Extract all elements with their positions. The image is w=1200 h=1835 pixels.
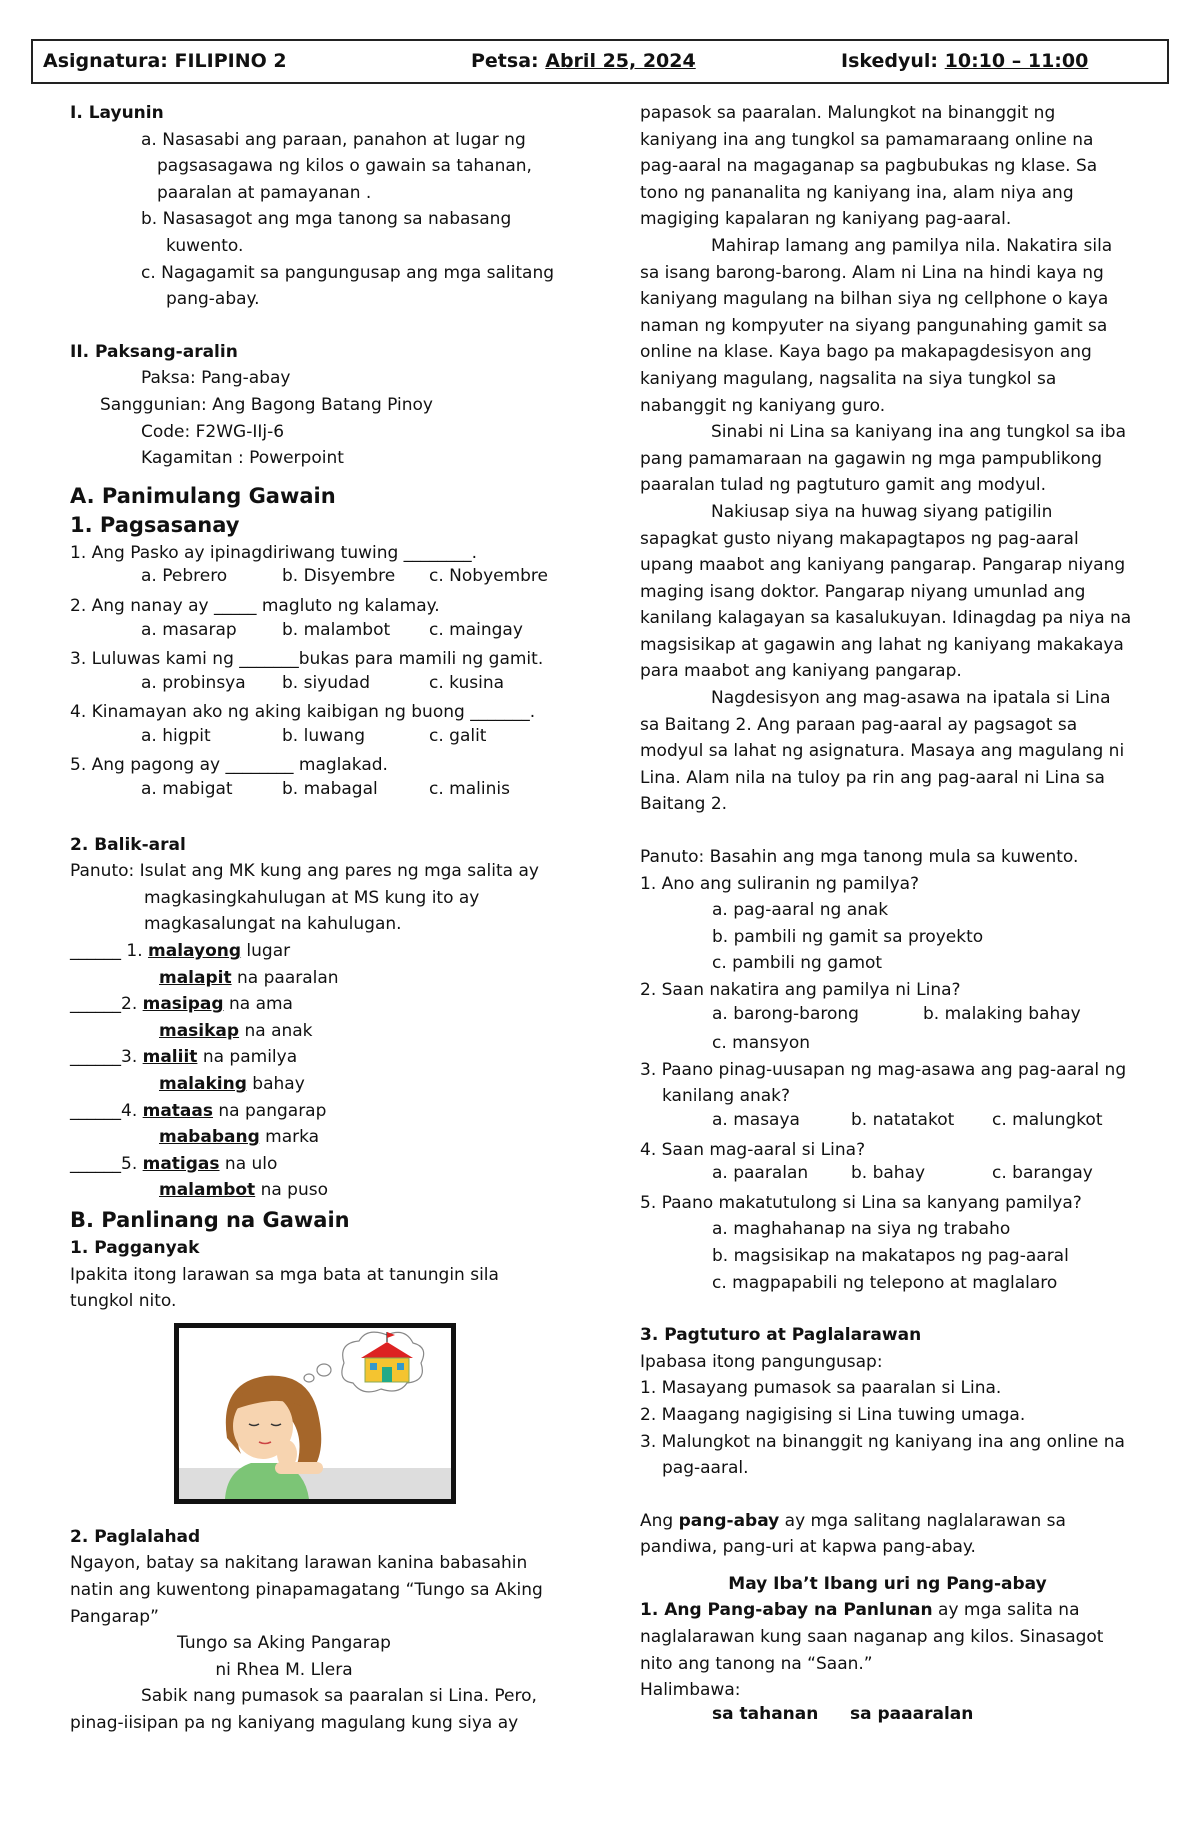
story-line: magsisikap at gagawin ang lahat ng kaniyang makakaya	[640, 634, 1124, 655]
panimulang-title: A. Panimulang Gawain	[70, 483, 336, 508]
option: b. magsisikap na makatapos ng pag-aaral	[712, 1245, 1069, 1266]
option: b. bahay	[851, 1163, 926, 1184]
pagsasanay-title: 1. Pagsasanay	[70, 512, 240, 537]
panlunan-definition: naglalarawan kung saan naganap ang kilos. Sinasagot	[640, 1627, 1104, 1648]
pair-word: malambot	[159, 1180, 256, 1201]
panlunan-text: ay mga salita na	[932, 1600, 1080, 1621]
schedule-field	[841, 50, 1088, 72]
options-row	[640, 1163, 1145, 1190]
paksang-aralin-title: II. Paksang-aralin	[70, 341, 238, 362]
left-column	[70, 100, 570, 1737]
layunin-item: c. Nagagamit sa pangungusap ang mga salitang	[141, 262, 555, 283]
story-line: sa Baitang 2. Ang paraan pag-aaral ay pagsagot sa	[640, 714, 1078, 735]
girl-illustration	[179, 1328, 451, 1499]
story-continuation	[640, 100, 1145, 818]
story-line: paaralan tulad ng pagtuturo gamit ang modyul.	[640, 475, 1047, 496]
option: c. barangay	[992, 1163, 1093, 1184]
balik-aral-title: 2. Balik-aral	[70, 834, 186, 855]
option: c. kusina	[429, 672, 505, 693]
pair-rest: na ama	[223, 994, 293, 1015]
options-row	[640, 1110, 1145, 1137]
kagamitan-text: Kagamitan : Powerpoint	[141, 448, 344, 469]
def-text: Ang	[640, 1510, 679, 1531]
pagsasanay-question: 4. Kinamayan ako ng aking kaibigan ng buong _______.	[70, 702, 536, 723]
pair-rest: bahay	[246, 1074, 305, 1094]
option: a. barong-barong	[712, 1003, 859, 1024]
panlunan-definition	[640, 1597, 1145, 1624]
story-line: Nagdesisyon ang mag-asawa na ipatala si Lina	[711, 688, 1111, 709]
option: b. mabagal	[282, 779, 378, 800]
pair-word: malaking	[159, 1074, 247, 1094]
layunin-item: a. Nasasabi ang paraan, panahon at lugar ng	[141, 129, 526, 150]
story-line: kaniyang magulang na bilhan siya ng cellphone o kaya	[640, 289, 1109, 310]
pang-abay-definition	[640, 1508, 1145, 1535]
options-row	[70, 779, 570, 806]
option: a. probinsya	[141, 672, 246, 693]
option: c. galit	[429, 725, 487, 746]
pair-word: malapit	[159, 967, 232, 988]
story-title: Tungo sa Aking Pangarap	[177, 1633, 391, 1654]
question-4: 4. Saan mag-aaral si Lina?	[640, 1139, 866, 1160]
pagtuturo-item: pag-aaral.	[662, 1458, 749, 1479]
paglalahad-text: natin ang kuwentong pinapamagatang “Tungo sa Aking	[70, 1579, 543, 1600]
balik-panuto: magkasingkahulugan at MS kung ito ay	[144, 887, 480, 908]
layunin-item: pang-abay.	[166, 289, 260, 310]
example: sa paaaralan	[850, 1703, 974, 1724]
option: c. pambili ng gamot	[712, 953, 883, 974]
story-line: sapagkat gusto niyang makapagtapos ng pag-aaral	[640, 528, 1079, 549]
pair-rest: lugar	[241, 941, 291, 962]
story-line: Mahirap lamang ang pamilya nila. Nakatira sila	[711, 235, 1113, 256]
girl-dreaming-picture	[174, 1323, 456, 1504]
pair-rest: na anak	[239, 1020, 313, 1041]
pair-word: malayong	[148, 941, 242, 962]
paglalahad-text: Pangarap”	[70, 1606, 159, 1627]
pagsasanay-question: 5. Ang pagong ay ________ maglakad.	[70, 755, 388, 776]
option: b. pambili ng gamit sa proyekto	[712, 926, 984, 947]
subject-label: Asignatura: FILIPINO 2	[43, 50, 287, 72]
layunin-item: pagsasagawa ng kilos o gawain sa tahanan,	[157, 156, 532, 177]
story-line: tono ng pananalita ng kaniyang ina, alam niya ang	[640, 182, 1074, 203]
option: c. mansyon	[712, 1033, 810, 1054]
pagsasanay-question: 1. Ang Pasko ay ipinagdiriwang tuwing ________.	[70, 542, 478, 563]
panlinang-title: B. Panlinang na Gawain	[70, 1207, 350, 1232]
date-value: Abril 25, 2024	[545, 50, 696, 72]
question-1: 1. Ano ang suliranin ng pamilya?	[640, 873, 920, 894]
story-line: Lina. Alam nila na tuloy pa rin ang pag-aaral ni Lina sa	[640, 767, 1105, 788]
date-field	[471, 50, 696, 72]
pair-line	[70, 1124, 570, 1151]
answer-blank: ______ 1.	[70, 941, 149, 962]
option: c. maingay	[429, 619, 523, 640]
story-line: Baitang 2.	[640, 794, 728, 815]
halimbawa-label: Halimbawa:	[640, 1680, 741, 1701]
option: a. masarap	[141, 619, 237, 640]
options-row	[70, 620, 570, 647]
pair-line	[70, 991, 570, 1018]
pair-rest: na pangarap	[213, 1100, 327, 1121]
story-line: nabanggit ng kaniyang guro.	[640, 395, 886, 416]
panlunan-term: 1. Ang Pang-abay na Panlunan	[640, 1600, 933, 1621]
balik-pairs	[70, 938, 570, 1204]
pair-word: mababang	[159, 1127, 260, 1148]
layunin-item: paaralan at pamayanan .	[157, 182, 372, 203]
pagganyak-title: 1. Pagganyak	[70, 1237, 200, 1258]
pair-word: matigas	[142, 1153, 220, 1174]
header-box	[31, 39, 1169, 84]
question-2: 2. Saan nakatira ang pamilya ni Lina?	[640, 980, 961, 1000]
pair-word: mataas	[142, 1100, 213, 1121]
answer-blank: ______2.	[70, 994, 143, 1015]
pagtuturo-item: 2. Maagang nagigising si Lina tuwing umaga.	[640, 1404, 1026, 1425]
pagtuturo-title: 3. Pagtuturo at Paglalarawan	[640, 1325, 922, 1346]
tanong-panuto: Panuto: Basahin ang mga tanong mula sa kuwento.	[640, 847, 1079, 868]
schedule-value: 10:10 – 11:00	[944, 50, 1089, 72]
option: a. higpit	[141, 725, 211, 746]
option: c. malinis	[429, 779, 510, 800]
story-line: pang pamamaraan na gagawin ng mga pampublikong	[640, 448, 1103, 469]
options-row	[70, 673, 570, 700]
pagsasanay-questions	[70, 540, 570, 806]
layunin-title: I. Layunin	[70, 103, 164, 123]
pair-line	[70, 1044, 570, 1071]
option: a. paaralan	[712, 1163, 809, 1184]
story-line: kaniyang ina ang tungkol sa pamamaraang online na	[640, 129, 1094, 150]
story-line: maging isang doktor. Pangarap niyang umunlad ang	[640, 581, 1086, 602]
option: c. magpapabili ng telepono at maglalaro	[712, 1272, 1058, 1293]
option: a. mabigat	[141, 779, 233, 800]
paglalahad-title: 2. Paglalahad	[70, 1526, 201, 1547]
option: a. maghahanap na siya ng trabaho	[712, 1219, 1011, 1240]
story-line: sa isang barong-barong. Alam ni Lina na hindi kaya ng	[640, 262, 1104, 283]
pair-rest: na pamilya	[197, 1047, 298, 1068]
question-3: 3. Paano pinag-uusapan ng mag-asawa ang pag-aaral ng	[640, 1059, 1127, 1080]
story-line: online na klase. Kaya bago pa makapagdesisyon ang	[640, 342, 1092, 363]
option: b. luwang	[282, 725, 365, 746]
story-line: kaniyang magulang, nagsalita na siya tungkol sa	[640, 368, 1057, 389]
options-row	[640, 1004, 1145, 1031]
story-line: upang maabot ang kaniyang pangarap. Pangarap niyang	[640, 555, 1126, 576]
schedule-label: Iskedyul:	[841, 50, 945, 72]
pair-rest: na ulo	[219, 1153, 278, 1174]
layunin-item: b. Nasasagot ang mga tanong sa nabasang	[141, 209, 512, 230]
story-line: Sinabi ni Lina sa kaniyang ina ang tungkol sa iba	[711, 422, 1126, 443]
pagsasanay-question: 3. Luluwas kami ng _______bukas para mamili ng gamit.	[70, 649, 544, 670]
pair-line	[70, 938, 570, 965]
layunin-item: kuwento.	[166, 235, 244, 256]
balik-panuto: magkasalungat na kahulugan.	[144, 914, 402, 935]
balik-panuto: Panuto: Isulat ang MK kung ang pares ng mga salita ay	[70, 861, 539, 882]
pair-word: masipag	[142, 994, 224, 1015]
date-label: Petsa:	[471, 50, 546, 72]
story-line: papasok sa paaralan. Malungkot na binanggit ng	[640, 103, 1056, 123]
story-line: modyul sa lahat ng asignatura. Masaya ang magulang ni	[640, 741, 1125, 762]
paksa-text: Paksa: Pang-abay	[141, 368, 291, 389]
story-line: naman ng kompyuter na siyang pangunahing gamit sa	[640, 315, 1108, 336]
right-column	[640, 100, 1145, 1730]
question-5: 5. Paano makatutulong si Lina sa kanyang pamilya?	[640, 1192, 1082, 1213]
pair-line	[70, 1177, 570, 1204]
pair-line	[70, 965, 570, 992]
option: b. Disyembre	[282, 566, 396, 587]
story-author: ni Rhea M. Llera	[215, 1659, 353, 1680]
options-row	[70, 566, 570, 593]
example: sa tahanan	[712, 1703, 819, 1724]
examples-row	[640, 1704, 1145, 1731]
pang-abay-definition: pandiwa, pang-uri at kapwa pang-abay.	[640, 1537, 976, 1558]
story-paragraph: Sabik nang pumasok sa paaralan si Lina. Pero,	[141, 1686, 537, 1707]
story-line: para maabot ang kaniyang pangarap.	[640, 661, 962, 682]
pair-rest: na puso	[255, 1180, 329, 1201]
pair-rest: marka	[259, 1127, 320, 1148]
story-paragraph: pinag-iisipan pa ng kaniyang magulang kung siya ay	[70, 1712, 519, 1733]
option: a. masaya	[712, 1109, 800, 1130]
panlunan-definition: nito ang tanong na “Saan.”	[640, 1653, 873, 1674]
pagsasanay-question: 2. Ang nanay ay _____ magluto ng kalamay.	[70, 595, 440, 616]
answer-blank: ______4.	[70, 1100, 143, 1121]
pair-line	[70, 1098, 570, 1125]
pagtuturo-intro: Ipabasa itong pangungusap:	[640, 1351, 883, 1372]
answer-blank: ______3.	[70, 1047, 143, 1068]
option: b. malaking bahay	[923, 1003, 1081, 1024]
pair-line	[70, 1071, 570, 1098]
option: b. siyudad	[282, 672, 371, 693]
pair-rest: na paaralan	[231, 967, 339, 988]
pagganyak-text: tungkol nito.	[70, 1291, 177, 1312]
option: c. Nobyembre	[429, 566, 549, 587]
pair-word: maliit	[142, 1047, 198, 1068]
answer-blank: ______5.	[70, 1153, 143, 1174]
story-line: pag-aaral na magaganap sa pagbubukas ng klase. Sa	[640, 156, 1098, 177]
uri-title: May Iba’t Ibang uri ng Pang-abay	[728, 1573, 1047, 1594]
story-line: kanilang kalagayan sa kasalukuyan. Idinagdag pa niya na	[640, 608, 1132, 629]
option: b. natatakot	[851, 1109, 955, 1130]
pagtuturo-item: 3. Malungkot na binanggit ng kaniyang ina ang online na	[640, 1431, 1125, 1452]
option: a. pag-aaral ng anak	[712, 900, 889, 921]
pair-word: masikap	[159, 1020, 240, 1041]
def-term: pang-abay	[678, 1510, 780, 1531]
def-text: ay mga salitang naglalarawan sa	[779, 1510, 1066, 1531]
pair-line	[70, 1018, 570, 1045]
pagtuturo-item: 1. Masayang pumasok sa paaralan si Lina.	[640, 1378, 1002, 1399]
options-row	[70, 726, 570, 753]
sanggunian-text: Sanggunian: Ang Bagong Batang Pinoy	[100, 394, 433, 415]
option: c. malungkot	[992, 1109, 1103, 1130]
story-line: magiging kapalaran ng kaniyang pag-aaral.	[640, 209, 1012, 230]
pair-line	[70, 1151, 570, 1178]
story-line: Nakiusap siya na huwag siyang patigilin	[711, 501, 1053, 522]
code-text: Code: F2WG-IIj-6	[141, 421, 285, 442]
option: a. Pebrero	[141, 566, 228, 587]
question-3: kanilang anak?	[662, 1086, 791, 1107]
pagganyak-text: Ipakita itong larawan sa mga bata at tanungin sila	[70, 1264, 499, 1285]
paglalahad-text: Ngayon, batay sa nakitang larawan kanina babasahin	[70, 1553, 528, 1574]
option: b. malambot	[282, 619, 391, 640]
